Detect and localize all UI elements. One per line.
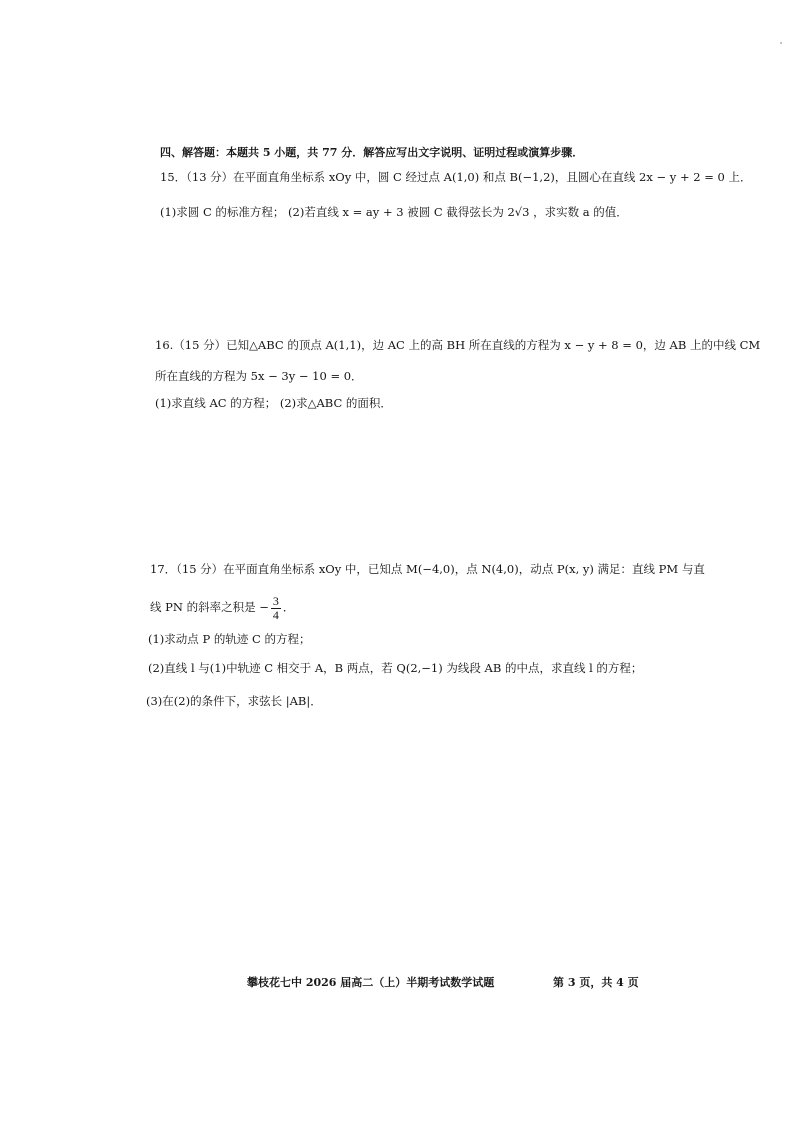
fraction-numerator: 3: [272, 593, 279, 608]
footer-exam-title: 攀枝花七中 2026 届高二（上）半期考试数学试题: [247, 976, 495, 989]
q16-stem-line1: 16.（15 分）已知△ABC 的顶点 A(1,1)，边 AC 上的高 BH 所在直线的方程为 x − y + 8 = 0，边 AB 上的中线 CM: [155, 338, 761, 352]
scan-speck: [780, 42, 782, 44]
footer-page-info: 第 3 页，共 4 页: [553, 976, 639, 989]
q16-stem-line2: 所在直线的方程为 5x − 3y − 10 = 0．: [155, 369, 363, 383]
q17-stem-line2-prefix: 线 PN 的斜率之积是 −: [150, 600, 269, 614]
q17-part1: (1)求动点 P 的轨迹 C 的方程；: [148, 632, 311, 646]
q17-part2: (2)直线 l 与(1)中轨迹 C 相交于 A，B 两点，若 Q(2,−1) 为线段 AB 的中点，求直线 l 的方程；: [148, 661, 643, 675]
q15-stem: 15．（13 分）在平面直角坐标系 xOy 中，圆 C 经过点 A(1,0) 和点 B(−1,2)，且圆心在直线 2x − y + 2 = 0 上．: [160, 170, 752, 184]
q17-stem-line1: 17．（15 分）在平面直角坐标系 xOy 中，已知点 M(−4,0)，点 N(4,0)，动点 P(x, y) 满足：直线 PM 与直: [150, 562, 705, 576]
fraction-denominator: 4: [272, 607, 279, 622]
q17-stem-line2-suffix: ．: [282, 600, 295, 614]
q17-part3: (3)在(2)的条件下，求弦长 |AB|．: [146, 694, 322, 708]
q16-parts: (1)求直线 AC 的方程； (2)求△ABC 的面积．: [155, 396, 392, 410]
slope-product-fraction: [271, 595, 281, 622]
q15-parts: (1)求圆 C 的标准方程； (2)若直线 x = ay + 3 被圆 C 截得弦长为 2√3 ，求实数 a 的值．: [160, 205, 628, 219]
section-heading: 四、解答题：本题共 5 小题，共 77 分．解答应写出文字说明、证明过程或演算步骤．: [160, 146, 584, 159]
q17-stem-line2: [150, 594, 294, 622]
